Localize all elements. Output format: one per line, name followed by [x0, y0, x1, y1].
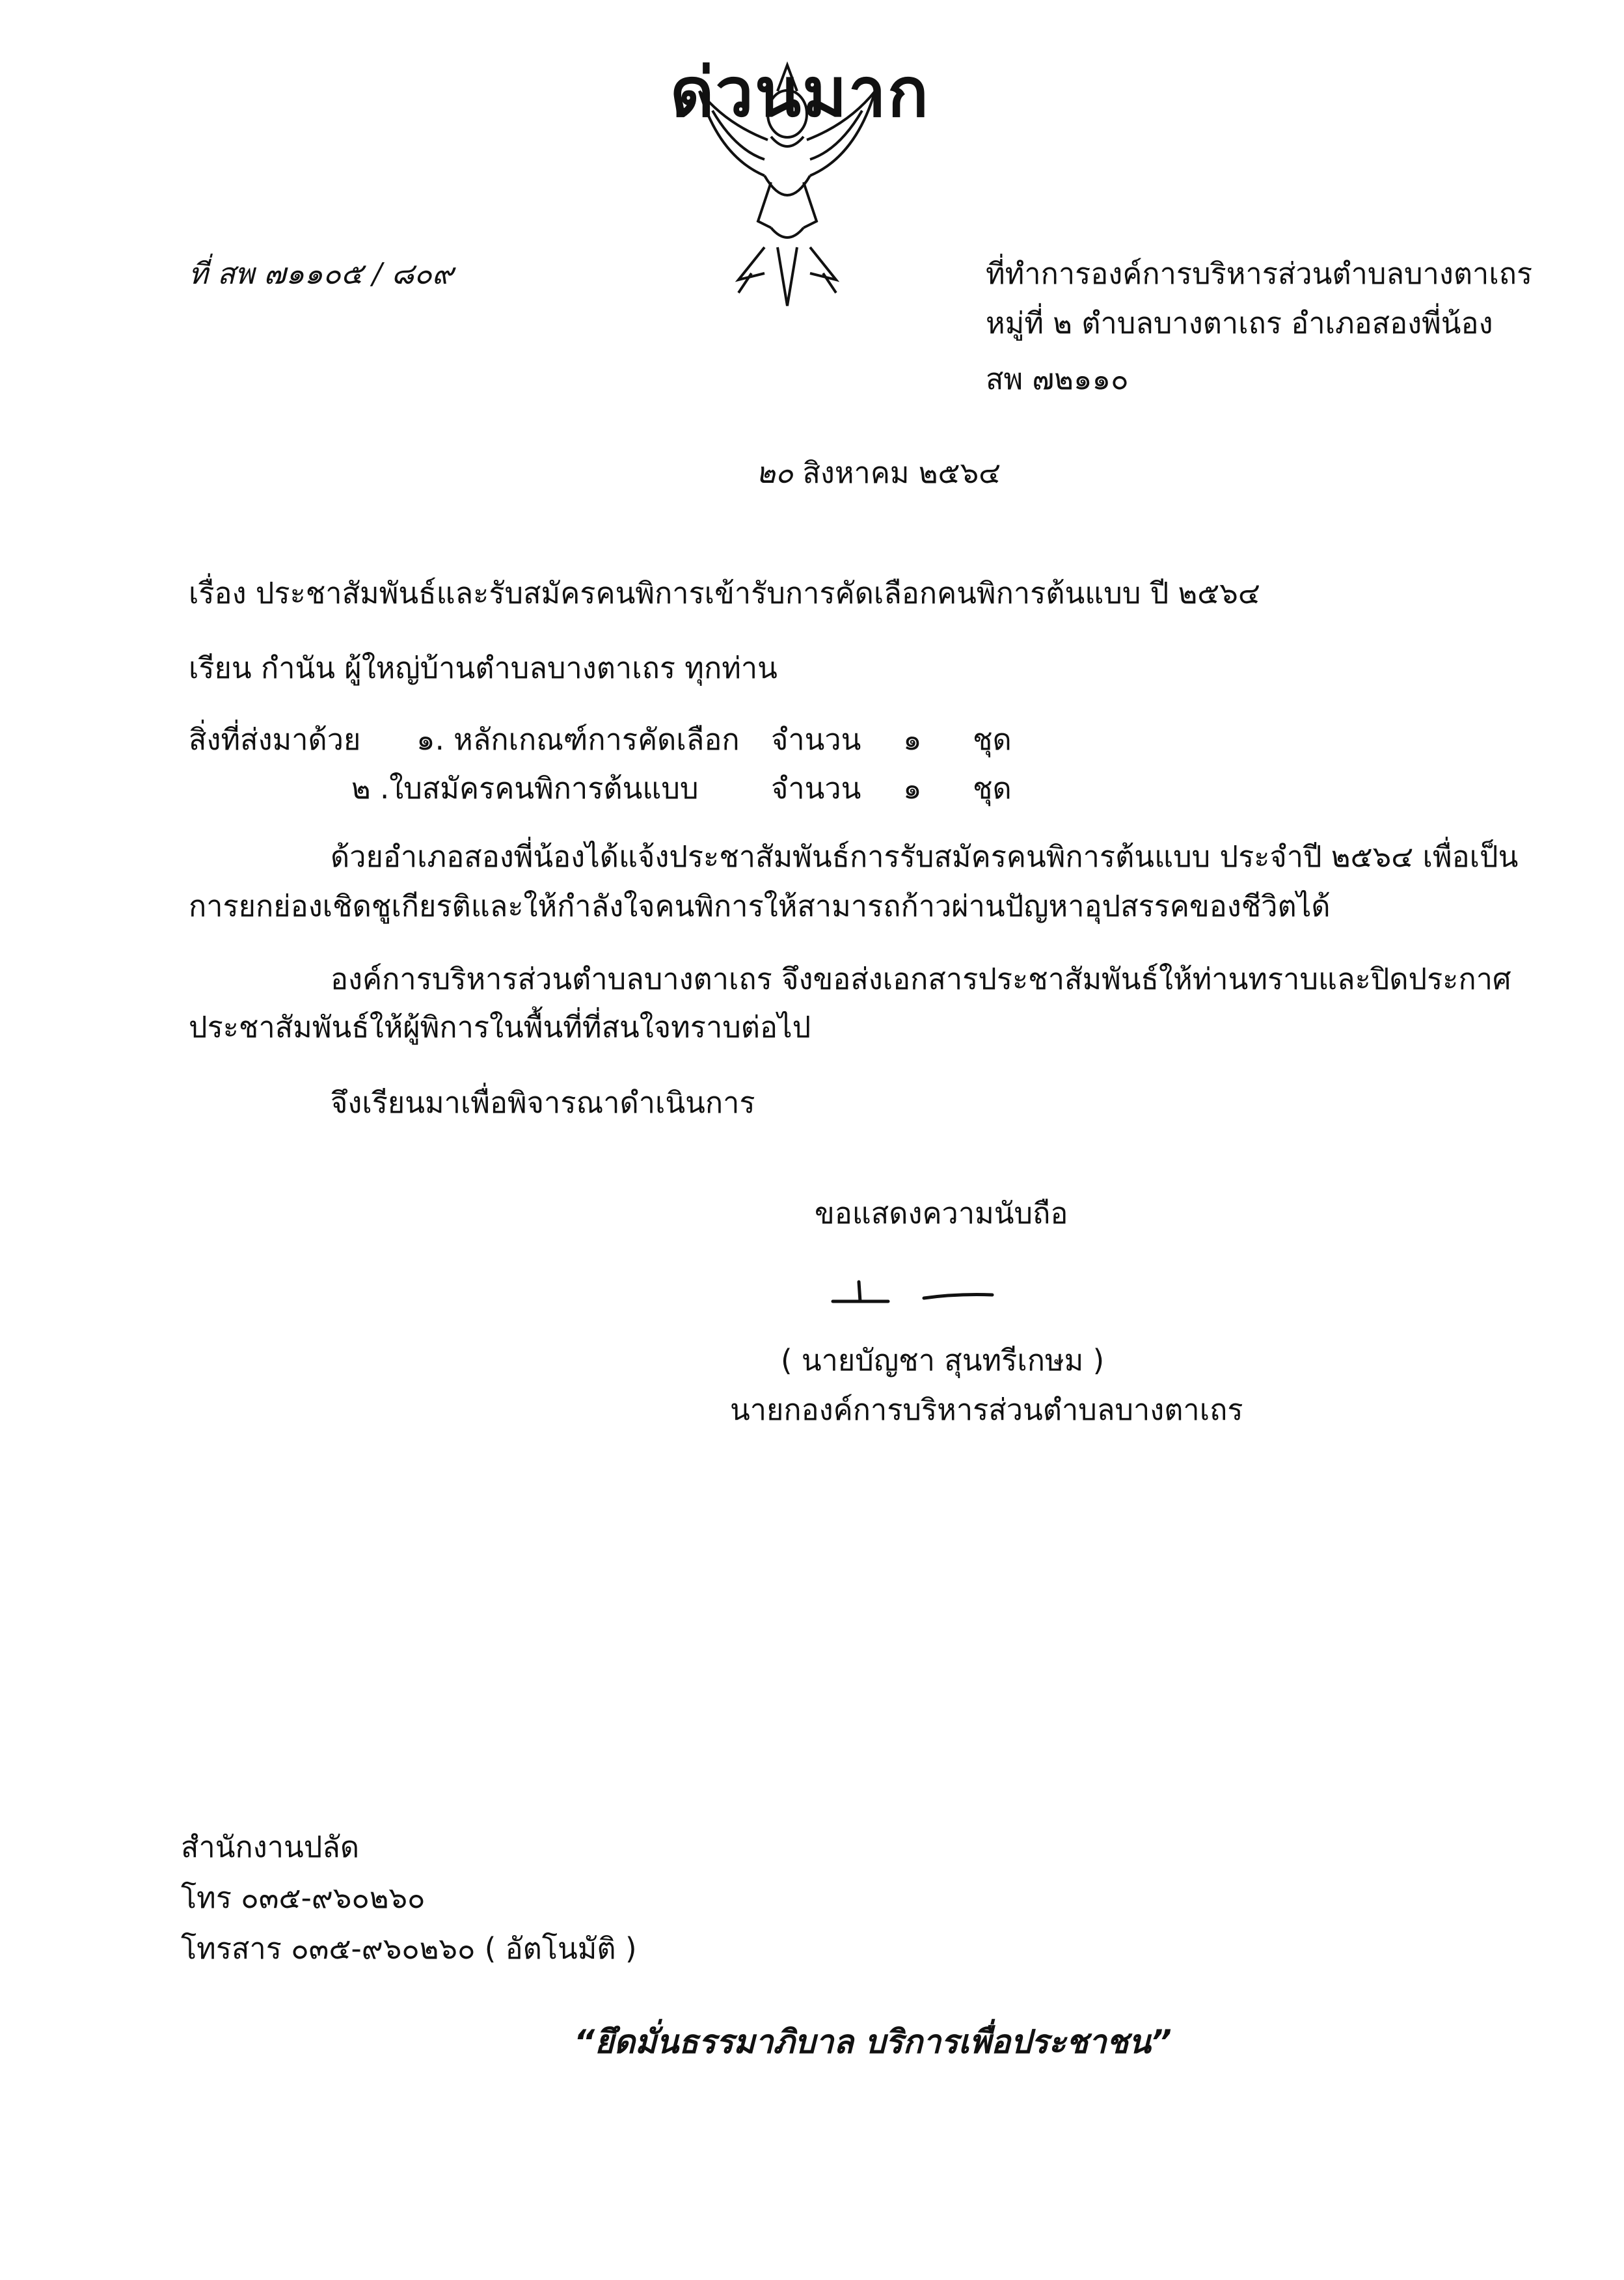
enclosure-quantity-label: จำนวน: [771, 771, 861, 806]
date-month-year: สิงหาคม ๒๕๖๔: [802, 455, 1001, 490]
body-paragraph-1-line-1: ด้วยอำเภอสองพี่น้องได้แจ้งประชาสัมพันธ์การรับสมัครคนพิการต้นแบบ ประจำปี ๒๕๖๔ เพื่อเป็น: [331, 839, 1519, 874]
enclosures-label: สิ่งที่ส่งมาด้วย: [189, 722, 361, 757]
enclosure-item: ๑. หลักเกณฑ์การคัดเลือก: [416, 722, 740, 757]
recipient-line: เรียน กำนัน ผู้ใหญ่บ้านตำบลบางตาเถร ทุกท่าน: [189, 651, 778, 685]
sender-address-line-2: หมู่ที่ ๒ ตำบลบางตาเถร อำเภอสองพี่น้อง: [986, 306, 1493, 340]
enclosure-quantity-label: จำนวน: [771, 722, 861, 757]
footer-slogan: “ยึดมั่นธรรมาภิบาล บริการเพื่อประชาชน”: [574, 2023, 1172, 2061]
body-paragraph-2-line-2: ประชาสัมพันธ์ให้ผู้พิการในพื้นที่ที่สนใจทราบต่อไป: [189, 1010, 811, 1044]
body-paragraph-3: จึงเรียนมาเพื่อพิจารณาดำเนินการ: [331, 1085, 755, 1120]
enclosure-quantity: ๑: [903, 722, 922, 757]
enclosure-unit: ชุด: [973, 722, 1012, 757]
signatory-name: ( นายบัญชา สุนทรีเกษม ): [781, 1343, 1105, 1378]
body-paragraph-2-line-1: องค์การบริหารส่วนตำบลบางตาเถร จึงขอส่งเอกสารประชาสัมพันธ์ให้ท่านทราบและปิดประกาศ: [331, 962, 1511, 996]
body-paragraph-1-line-2: การยกย่องเชิดชูเกียรติและให้กำลังใจคนพิการให้สามารถก้าวผ่านปัญหาอุปสรรคของชีวิตได้: [189, 889, 1331, 923]
sender-address-line-3: สพ ๗๒๑๑๐: [986, 362, 1129, 396]
handwritten-signature: [826, 1275, 1002, 1314]
enclosure-quantity: ๑: [903, 771, 922, 806]
document-ref-number: ที่ สพ ๗๑๑๐๕ / ๘๐๙: [189, 256, 453, 291]
subject-line: เรื่อง ประชาสัมพันธ์และรับสมัครคนพิการเข้ารับการคัดเลือกคนพิการต้นแบบ ปี ๒๕๖๔: [189, 576, 1260, 610]
enclosure-unit: ชุด: [973, 771, 1012, 806]
signatory-position: นายกองค์การบริหารส่วนตำบลบางตาเถร: [730, 1392, 1243, 1427]
date-day: ๒๐: [756, 455, 794, 490]
footer-fax: โทรสาร ๐๓๕-๙๖๐๒๖๐ ( อัตโนมัติ ): [181, 1931, 637, 1966]
closing-phrase: ขอแสดงความนับถือ: [815, 1196, 1068, 1230]
sender-address-line-1: ที่ทำการองค์การบริหารส่วนตำบลบางตาเถร: [986, 256, 1533, 291]
urgent-stamp: ด่วนมาก: [670, 52, 930, 132]
footer-telephone: โทร ๐๓๕-๙๖๐๒๖๐: [181, 1880, 426, 1915]
enclosure-item: ๒ .ใบสมัครคนพิการต้นแบบ: [351, 771, 699, 806]
document-date: [756, 455, 1001, 491]
footer-office: สำนักงานปลัด: [181, 1830, 360, 1864]
